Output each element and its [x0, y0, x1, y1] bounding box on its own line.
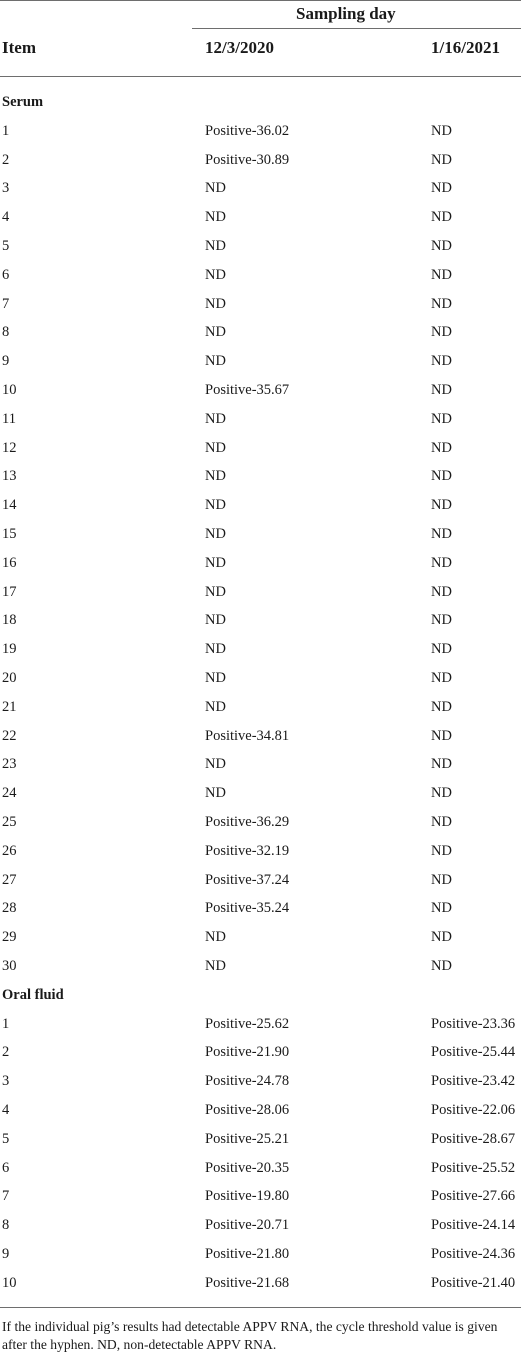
- item-id-cell: 26: [2, 842, 17, 859]
- item-id-cell: 22: [2, 727, 17, 744]
- section-label: Serum: [2, 94, 44, 110]
- result-cell-day-2: Positive-23.42: [431, 1073, 516, 1090]
- result-cell-day-1: Positive-21.90: [205, 1044, 290, 1061]
- result-cell-day-2: ND: [431, 526, 452, 542]
- result-cell-day-2: ND: [431, 554, 452, 571]
- item-id-cell: 3: [2, 1073, 10, 1090]
- item-id-cell: 28: [2, 900, 17, 917]
- result-cell-day-2: Positive-28.67: [431, 1130, 516, 1147]
- result-cell-day-2: ND: [431, 353, 452, 370]
- item-id-cell: 10: [2, 1274, 17, 1291]
- result-cell-day-2: ND: [431, 382, 452, 398]
- item-id-cell: 7: [2, 1188, 10, 1205]
- result-cell-day-1: ND: [205, 209, 226, 226]
- result-cell-day-2: ND: [431, 698, 452, 715]
- result-cell-day-1: Positive-36.29: [205, 814, 290, 830]
- item-id-cell: 13: [2, 468, 17, 485]
- result-cell-day-1: ND: [205, 353, 226, 370]
- result-cell-day-2: ND: [431, 900, 452, 917]
- result-cell-day-1: ND: [205, 641, 226, 658]
- item-id-cell: 4: [2, 209, 10, 226]
- item-id-cell: 4: [2, 1102, 10, 1118]
- result-cell-day-2: ND: [431, 238, 452, 254]
- group-header-underline: [192, 28, 521, 29]
- item-id-cell: 9: [2, 353, 10, 370]
- result-cell-day-2: ND: [431, 266, 452, 283]
- result-cell-day-2: Positive-24.14: [431, 1217, 516, 1234]
- item-id-cell: 16: [2, 554, 17, 571]
- item-id-cell: 6: [2, 266, 10, 283]
- result-cell-day-2: ND: [431, 871, 452, 888]
- result-cell-day-2: ND: [431, 180, 452, 197]
- item-id-cell: 23: [2, 756, 17, 773]
- result-cell-day-1: Positive-19.80: [205, 1188, 290, 1205]
- result-cell-day-1: ND: [205, 238, 226, 254]
- result-cell-day-2: ND: [431, 785, 452, 802]
- group-header-sampling-day: Sampling day: [296, 4, 396, 23]
- result-cell-day-1: ND: [205, 324, 226, 341]
- result-cell-day-1: Positive-36.02: [205, 122, 290, 139]
- item-id-cell: 5: [2, 1130, 10, 1147]
- item-id-cell: 12: [2, 439, 17, 456]
- result-cell-day-2: ND: [431, 468, 452, 485]
- result-cell-day-2: ND: [431, 756, 452, 773]
- result-cell-day-1: Positive-25.21: [205, 1130, 290, 1147]
- result-cell-day-1: ND: [205, 468, 226, 485]
- result-cell-day-1: Positive-32.19: [205, 842, 290, 859]
- item-id-cell: 9: [2, 1246, 10, 1262]
- item-id-cell: 30: [2, 958, 17, 974]
- result-cell-day-1: Positive-37.24: [205, 871, 290, 888]
- section-label: Oral fluid: [2, 986, 64, 1003]
- result-cell-day-2: ND: [431, 929, 452, 946]
- result-cell-day-1: ND: [205, 439, 226, 456]
- item-id-cell: 2: [2, 1044, 10, 1061]
- result-cell-day-2: ND: [431, 612, 452, 629]
- result-cell-day-2: ND: [431, 295, 452, 312]
- result-cell-day-1: ND: [205, 180, 226, 197]
- item-id-cell: 29: [2, 929, 17, 946]
- result-cell-day-1: ND: [205, 670, 226, 686]
- result-cell-day-1: Positive-34.81: [205, 727, 290, 744]
- item-id-cell: 18: [2, 612, 17, 629]
- result-cell-day-2: ND: [431, 439, 452, 456]
- result-cell-day-2: ND: [431, 842, 452, 859]
- result-cell-day-1: ND: [205, 958, 226, 974]
- result-cell-day-1: ND: [205, 698, 226, 715]
- item-id-cell: 27: [2, 871, 17, 888]
- result-cell-day-1: Positive-35.24: [205, 900, 290, 917]
- item-id-cell: 1: [2, 122, 10, 139]
- result-cell-day-1: ND: [205, 756, 226, 773]
- result-cell-day-1: Positive-30.89: [205, 151, 290, 168]
- item-id-cell: 19: [2, 641, 17, 658]
- item-id-cell: 8: [2, 324, 10, 341]
- result-cell-day-2: ND: [431, 727, 452, 744]
- item-id-cell: 17: [2, 583, 17, 600]
- result-cell-day-2: Positive-25.44: [431, 1044, 516, 1061]
- top-rule: [0, 0, 521, 1]
- result-cell-day-1: Positive-28.06: [205, 1102, 290, 1118]
- result-cell-day-2: Positive-27.66: [431, 1188, 516, 1205]
- result-cell-day-1: Positive-21.80: [205, 1246, 290, 1262]
- result-cell-day-1: Positive-21.68: [205, 1274, 290, 1291]
- header-bottom-rule: [0, 76, 521, 77]
- result-cell-day-1: Positive-35.67: [205, 382, 290, 398]
- result-cell-day-2: ND: [431, 410, 452, 427]
- result-cell-day-2: ND: [431, 324, 452, 341]
- result-cell-day-2: ND: [431, 670, 452, 686]
- result-cell-day-2: ND: [431, 497, 452, 514]
- item-id-cell: 21: [2, 698, 17, 715]
- result-cell-day-1: ND: [205, 266, 226, 283]
- item-id-cell: 24: [2, 785, 17, 802]
- result-cell-day-2: ND: [431, 641, 452, 658]
- item-id-cell: 2: [2, 151, 10, 168]
- result-cell-day-2: ND: [431, 151, 452, 168]
- item-id-cell: 20: [2, 670, 17, 686]
- column-header-date-2: 1/16/2021: [431, 38, 500, 57]
- result-cell-day-2: ND: [431, 122, 452, 139]
- item-id-cell: 14: [2, 497, 17, 514]
- item-id-cell: 6: [2, 1159, 10, 1176]
- table-footnote: If the individual pig’s results had detectable APPV RNA, the cycle threshold value is given after the hyphen. ND, non-detectable APPV RNA.: [2, 1319, 498, 1352]
- result-cell-day-2: Positive-22.06: [431, 1102, 516, 1118]
- item-id-cell: 1: [2, 1015, 10, 1032]
- item-id-cell: 11: [2, 410, 16, 427]
- result-cell-day-2: Positive-24.36: [431, 1246, 516, 1262]
- result-cell-day-1: ND: [205, 612, 226, 629]
- result-cell-day-2: ND: [431, 209, 452, 226]
- item-id-cell: 7: [2, 295, 10, 312]
- item-id-cell: 25: [2, 814, 17, 830]
- result-cell-day-2: ND: [431, 814, 452, 830]
- result-cell-day-2: Positive-21.40: [431, 1274, 516, 1291]
- item-id-cell: 8: [2, 1217, 10, 1234]
- bottom-rule: [0, 1307, 521, 1308]
- result-cell-day-2: ND: [431, 958, 452, 974]
- result-cell-day-2: ND: [431, 583, 452, 600]
- result-cell-day-1: Positive-20.71: [205, 1217, 290, 1234]
- result-cell-day-1: ND: [205, 785, 226, 802]
- item-id-cell: 5: [2, 238, 10, 254]
- result-cell-day-1: ND: [205, 929, 226, 946]
- result-cell-day-2: Positive-23.36: [431, 1015, 516, 1032]
- result-cell-day-1: ND: [205, 554, 226, 571]
- result-cell-day-1: ND: [205, 295, 226, 312]
- result-cell-day-1: ND: [205, 526, 226, 542]
- result-cell-day-2: Positive-25.52: [431, 1159, 516, 1176]
- result-cell-day-1: Positive-20.35: [205, 1159, 290, 1176]
- item-id-cell: 3: [2, 180, 10, 197]
- column-header-date-1: 12/3/2020: [205, 38, 274, 57]
- column-header-item: Item: [2, 38, 36, 57]
- result-cell-day-1: Positive-25.62: [205, 1015, 290, 1032]
- result-cell-day-1: ND: [205, 583, 226, 600]
- result-cell-day-1: ND: [205, 497, 226, 514]
- item-id-cell: 10: [2, 382, 17, 398]
- result-cell-day-1: Positive-24.78: [205, 1073, 290, 1090]
- item-id-cell: 15: [2, 526, 17, 542]
- result-cell-day-1: ND: [205, 410, 226, 427]
